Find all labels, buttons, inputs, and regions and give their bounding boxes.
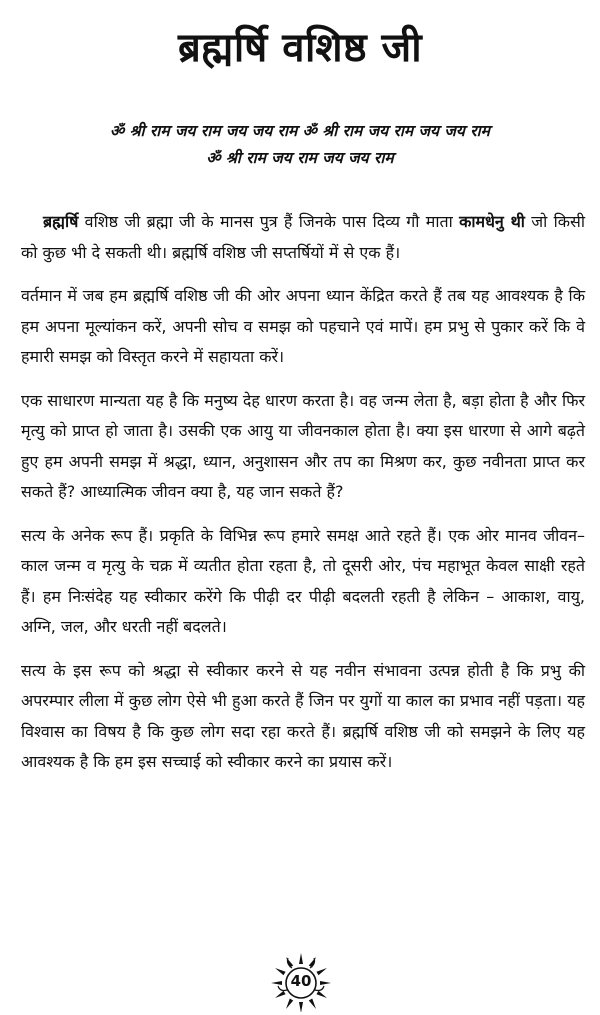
paragraph-5: सत्य के इस रूप को श्रद्धा से स्वीकार करने से यह नवीन संभावना उत्पन्न होती है कि प्रभु की अपरम्पार लीला में कुछ लोग ऐसे भी हुआ करते हैं जिन पर युगों या काल का प्रभाव नहीं पड़ता। यह विश्वास का विषय है कि कुछ लोग सदा रहा करते हैं। ब्रह्मर्षि वशिष्ठ जी को समझने के लिए यह आवश्यक है कि हम इस सच्चाई को स्वीकार करने का प्रयास करें।: [21, 660, 585, 771]
mantra-line-1: ॐ श्री राम जय राम जय जय राम ॐ श्री राम जय राम जय जय राम: [110, 122, 490, 140]
paragraph-1-bold: कामधेनु थी: [459, 212, 525, 231]
mantra-line-2: ॐ श्री राम जय राम जय जय राम: [206, 149, 394, 167]
paragraph-4: सत्य के अनेक रूप हैं। प्रकृति के विभिन्न रूप हमारे समक्ष आते रहते हैं। एक ओर मानव जीवन–काल जन्म व मृत्यु के चक्र में व्यतीत होता रहता है, तो दूसरी ओर, पंच महाभूत केवल साक्षी रहते हैं। हम निःसंदेह यह स्वीकार करेंगे कि पीढ़ी दर पीढ़ी बदलती रहती है लेकिन – आकाश, वायु, अग्नि, जल, और धरती नहीं बदलते।: [21, 525, 585, 636]
body-text: [21, 207, 585, 791]
paragraph-1-text-b: जो किसी को कुछ भी दे सकती थी। ब्रह्मर्षि वशिष्ठ जी सप्तर्षियों में से एक हैं।: [21, 212, 585, 262]
paragraph-1-text-a: वशिष्ठ जी ब्रह्मा जी के मानस पुत्र हैं जिनके पास दिव्य गौ माता: [78, 212, 460, 231]
paragraph-1: [21, 207, 585, 268]
paragraph-3: एक साधारण मान्यता यह है कि मनुष्य देह धारण करता है। वह जन्म लेता है, बड़ा होता है और फिर मृत्यु को प्राप्त हो जाता है। उसकी एक आयु या जीवनकाल होता है। क्या इस धारणा से आगे बढ़ते हुए हम अपनी समझ में श्रद्धा, ध्यान, अनुशासन और तप का मिश्रण कर, कुछ नवीनता प्राप्त कर सकते हैं? आध्यात्मिक जीवन क्या है, यह जान सकते हैं?: [21, 390, 585, 501]
paragraph-2: वर्तमान में जब हम ब्रह्मर्षि वशिष्ठ जी की ओर अपना ध्यान केंद्रित करते हैं तब यह आवश्यक है कि हम अपना मूल्यांकन करें, अपनी सोच व समझ को पहचाने एवं मापें। हम प्रभु से पुकार करें कि वे हमारी समझ को विस्तृत करने में सहायता करें।: [21, 286, 585, 366]
paragraph-1-lead: ब्रह्मर्षि: [43, 212, 79, 231]
page-number: 40: [290, 972, 312, 990]
mantra-block: [0, 118, 600, 172]
page-title: ब्रह्मर्षि वशिष्ठ जी: [177, 25, 423, 71]
sun-ornament-icon: [270, 950, 332, 1012]
